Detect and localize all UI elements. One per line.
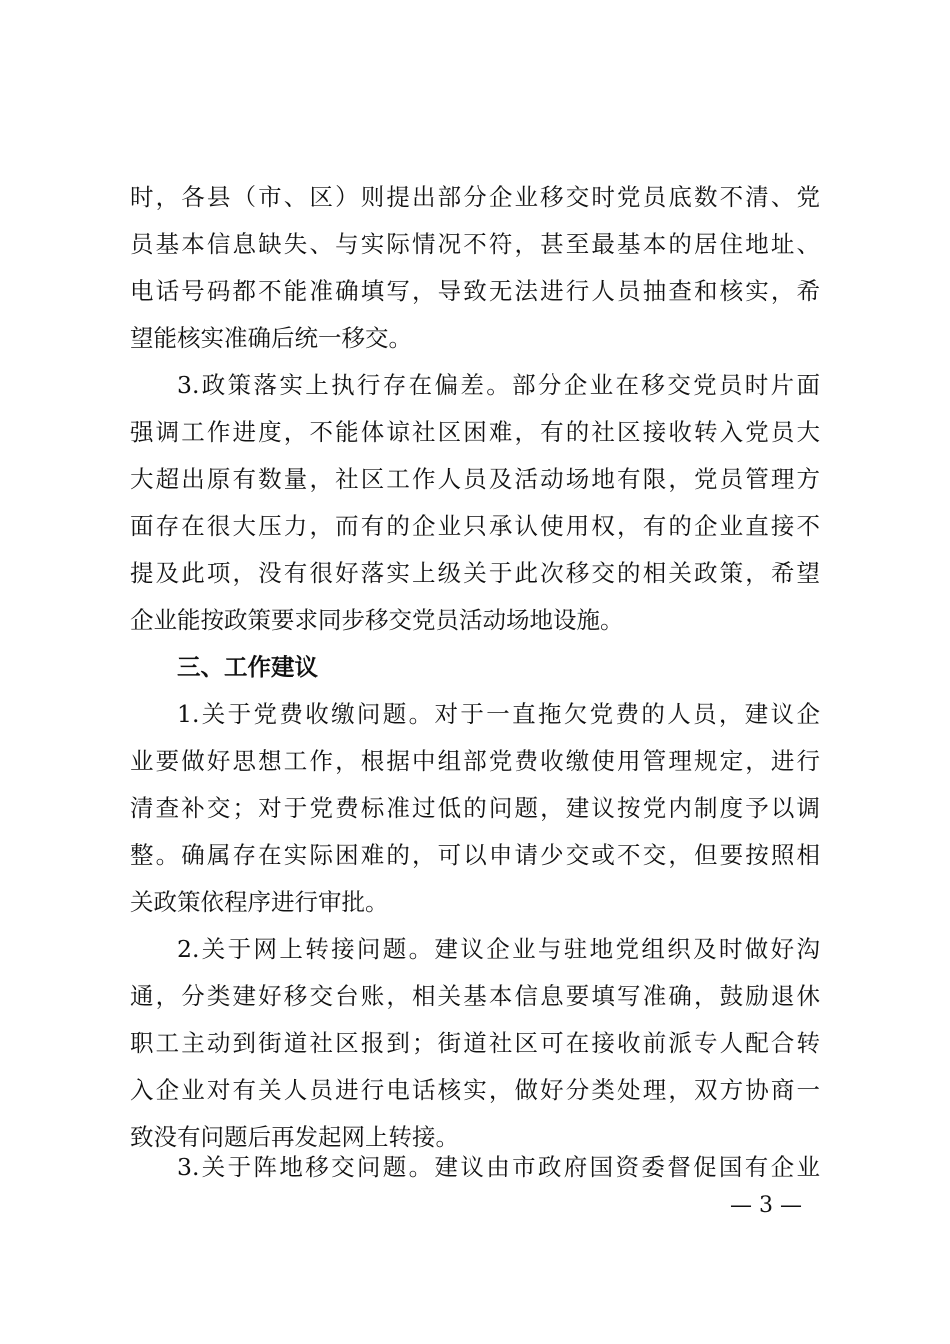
paragraph-start-line: 2.关于网上转接问题。建议企业与驻地党组织及时做好沟: [177, 935, 820, 963]
body-text-line: 业要做好思想工作，根据中组部党费收缴使用管理规定，进行: [130, 747, 820, 775]
body-text-line: 致没有问题后再发起网上转接。: [130, 1123, 459, 1151]
paragraph-start-line: 3.关于阵地移交问题。建议由市政府国资委督促国有企业: [177, 1153, 820, 1181]
body-text-line: 整。确属存在实际困难的，可以申请少交或不交，但要按照相: [130, 841, 820, 869]
page-number: — 3 —: [730, 1193, 802, 1218]
body-text-line: 入企业对有关人员进行电话核实，做好分类处理，双方协商一: [130, 1076, 820, 1104]
paragraph-start-line: 1.关于党费收缴问题。对于一直拖欠党费的人员，建议企: [177, 700, 820, 728]
body-text-line: 时，各县（市、区）则提出部分企业移交时党员底数不清、党: [130, 183, 820, 211]
body-text-line: 提及此项，没有很好落实上级关于此次移交的相关政策，希望: [130, 559, 820, 587]
body-text-line: 职工主动到街道社区报到；街道社区可在接收前派专人配合转: [130, 1029, 820, 1057]
body-text-line: 通，分类建好移交台账，相关基本信息要填写准确，鼓励退休: [130, 982, 820, 1010]
body-text-line: 大超出原有数量，社区工作人员及活动场地有限，党员管理方: [130, 465, 820, 493]
section-heading: 三、工作建议: [177, 653, 318, 681]
body-text-line: 员基本信息缺失、与实际情况不符，甚至最基本的居住地址、: [130, 230, 820, 258]
body-text-line: 望能核实准确后统一移交。: [130, 324, 412, 352]
body-text-line: 企业能按政策要求同步移交党员活动场地设施。: [130, 606, 624, 634]
body-text-line: 电话号码都不能准确填写，导致无法进行人员抽查和核实，希: [130, 277, 820, 305]
body-text-line: 强调工作进度，不能体谅社区困难，有的社区接收转入党员大: [130, 418, 820, 446]
paragraph-start-line: 3.政策落实上执行存在偏差。部分企业在移交党员时片面: [177, 371, 820, 399]
body-text-line: 清查补交；对于党费标准过低的问题，建议按党内制度予以调: [130, 794, 820, 822]
body-text-line: 关政策依程序进行审批。: [130, 888, 389, 916]
body-text-line: 面存在很大压力，而有的企业只承认使用权，有的企业直接不: [130, 512, 820, 540]
